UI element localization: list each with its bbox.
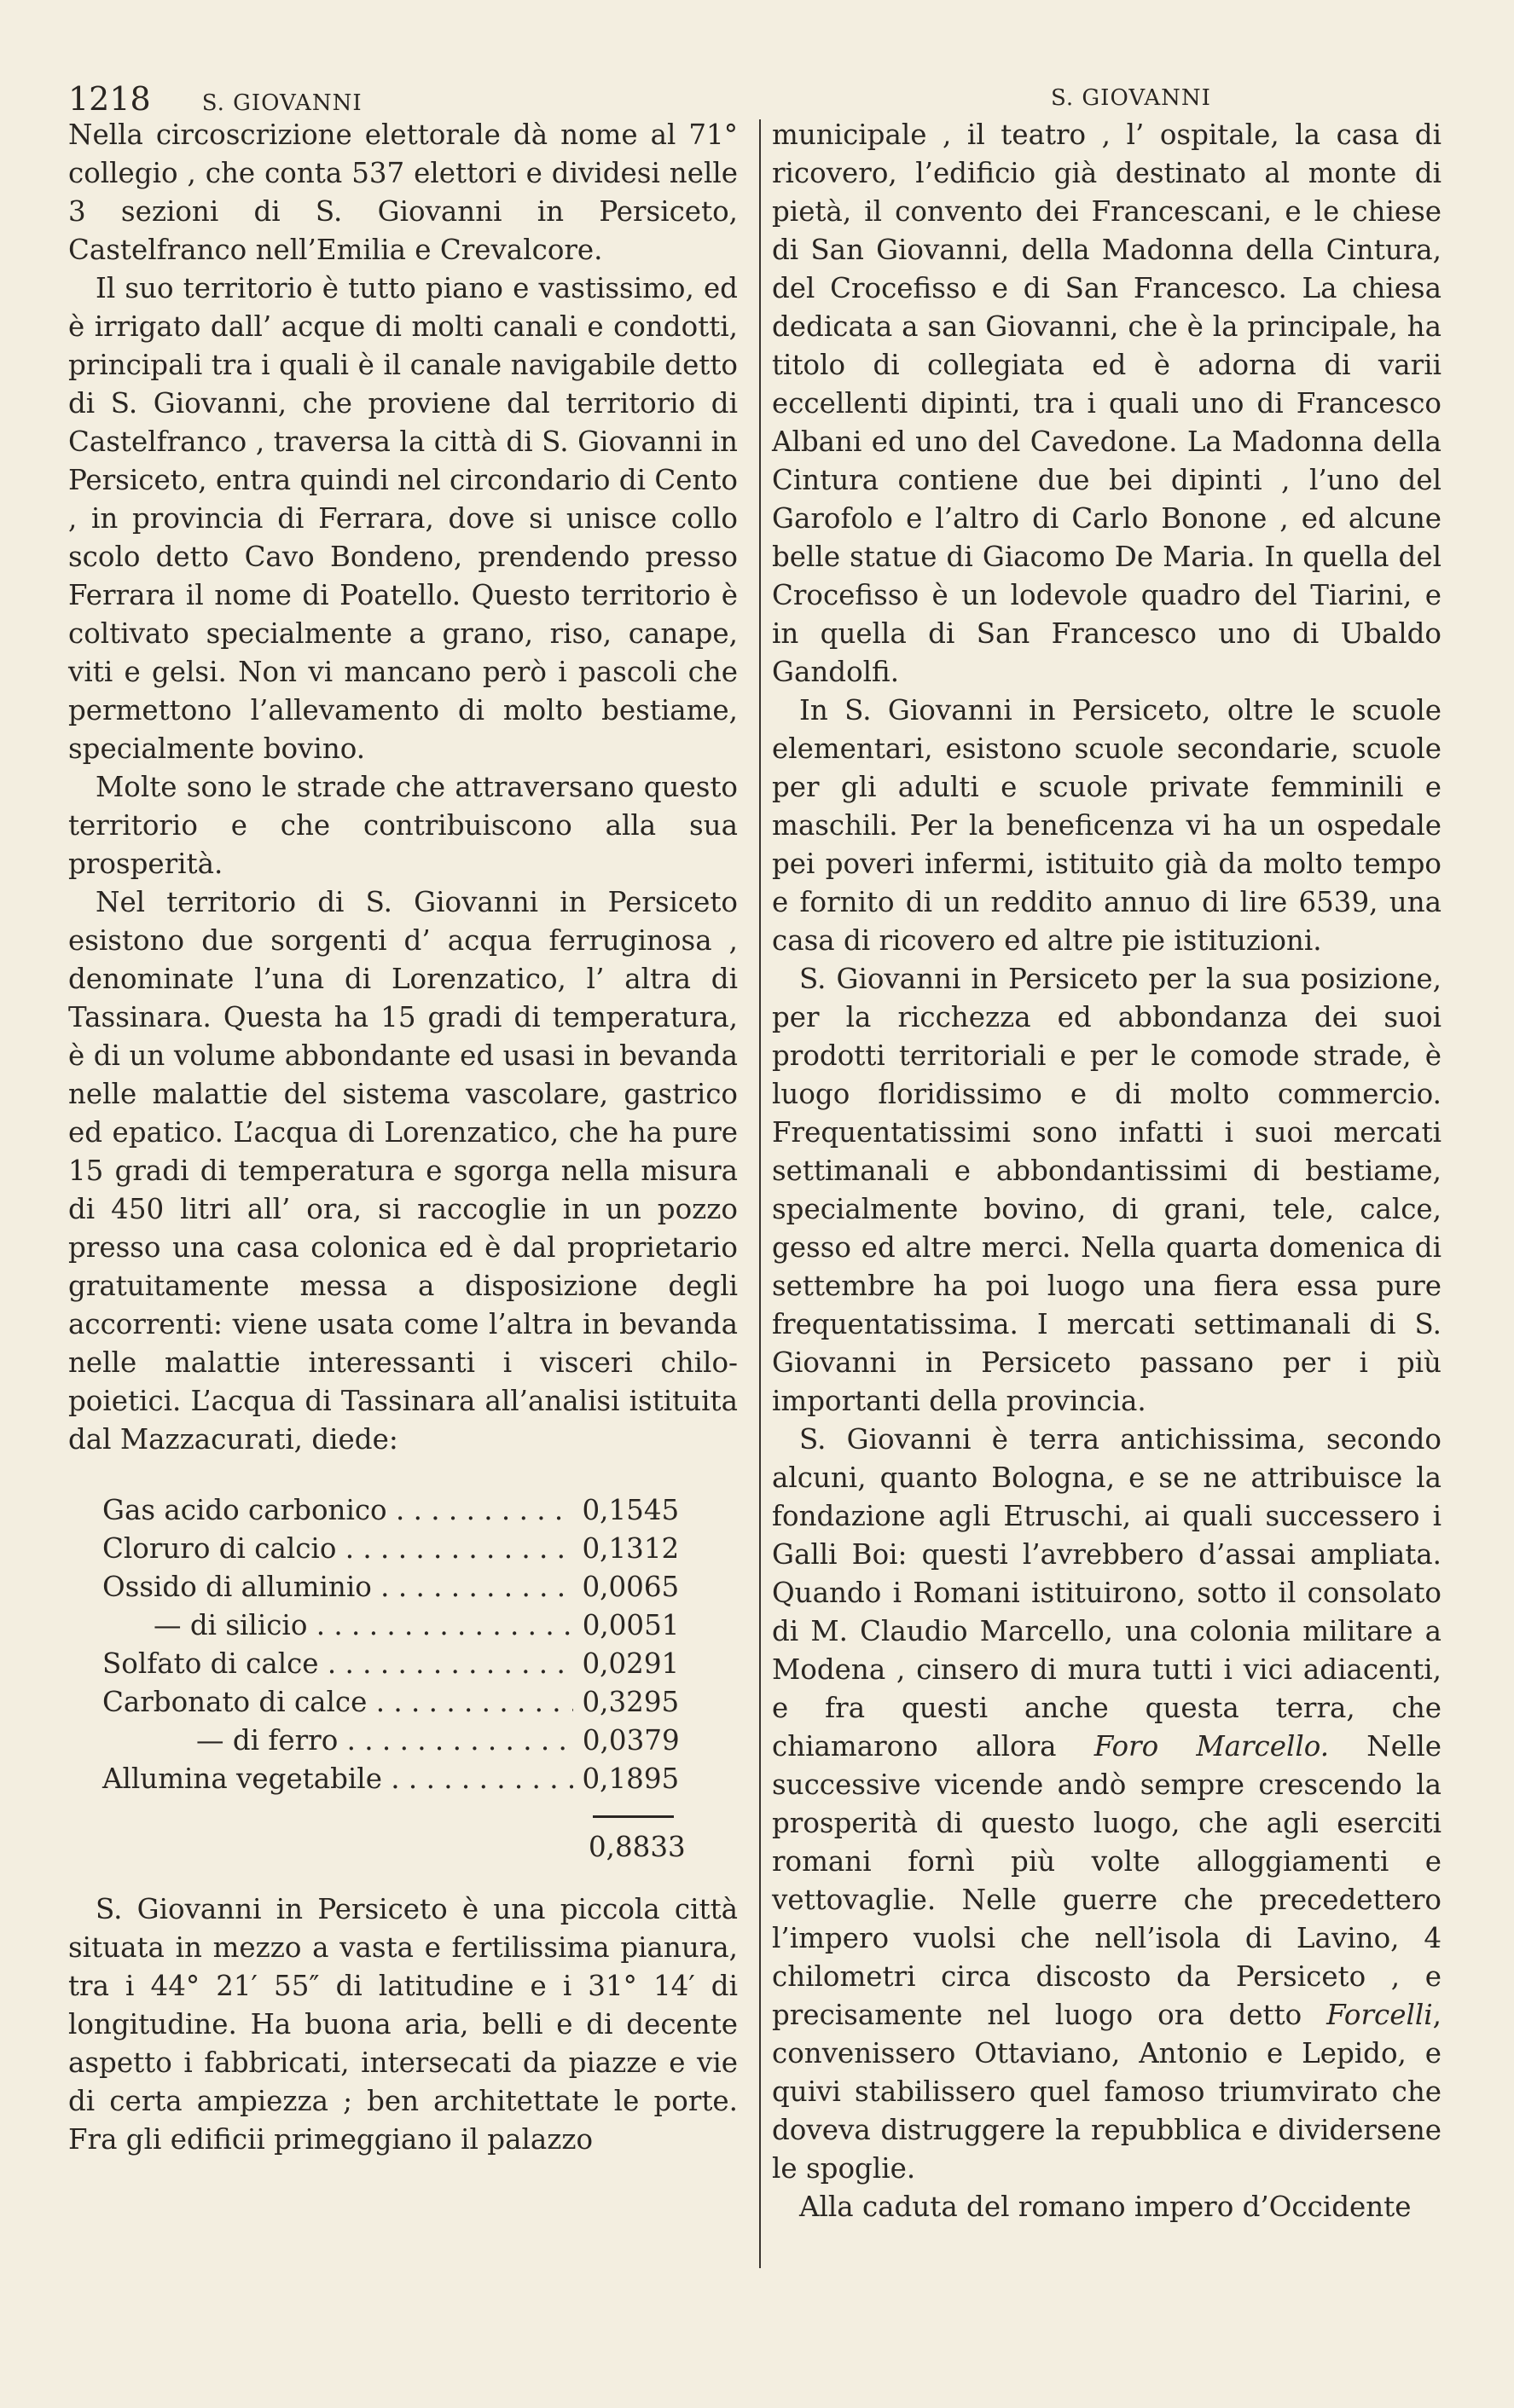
paragraph: In S. Giovanni in Persiceto, oltre le scuole elementari, esistono scuole secondarie, scuole per gli adulti e scuole private femminili e maschili. Per la beneficenza vi ha un ospedale pei poveri infermi, istituito già da molto tempo e fornito di un reddito annuo di lire 6539, una casa di ricovero ed altre pie istituzioni. (772, 694, 1441, 957)
analysis-label: — di silicio . . . (68, 1606, 574, 1645)
text-run: Nelle successive vicende andò sempre crescendo la prosperità di questo luogo, che agli eserciti romani fornì più volte alloggiamenti e vettovaglie. Nelle guerre che precedettero l’impero vuolsi che nell’isola di Lavino, 4 chilometri circa discosto da Persiceto , e precisamente nel luogo ora detto (772, 1730, 1441, 2031)
right-column (772, 116, 1441, 2226)
text-run: S. Giovanni è terra antichissima, secondo alcuni, quanto Bologna, e se ne attribuisce la fondazione agli Etruschi, ai quali successero i Galli Boi: questi l’avrebbero d’assai ampliata. Quando i Romani istituirono, sotto il consolato di M. Claudio Marcello, una colonia militare a Modena , cinsero di mura tutti i vici adiacenti, e fra questi anche questa terra, che chiamarono allora (772, 1423, 1441, 1763)
paragraph: Il suo territorio è tutto piano e vastissimo, ed è irrigato dall’ acque di molti canali e condotti, principali tra i quali è il canale navigabile detto di S. Giovanni, che proviene dal territorio di Castelfranco , traversa la città di S. Giovanni in Persiceto, entra quindi nel circondario di Cento , in provincia di Ferrara, dove si unisce collo scolo detto Cavo Bondeno, prendendo presso Ferrara il nome di Poatello. Questo territorio è coltivato specialmente a grano, riso, canape, viti e gelsi. Non vi mancano però i pascoli che permettono l’allevamento di molto bestiame, specialmente bovino. (68, 272, 738, 765)
sum-rule (593, 1815, 674, 1828)
analysis-value: 0,0051 (582, 1609, 680, 1641)
page-number: 1218 (68, 80, 151, 118)
analysis-label: Carbonato di calce . . . (68, 1683, 573, 1722)
analysis-value: 0,0379 (582, 1724, 680, 1757)
paragraph: S. Giovanni in Persiceto è una piccola città situata in mezzo a vasta e fertilissima pianura, tra i 44° 21′ 55″ di latitudine e i 31° 14′ di longitudine. Ha buona aria, belli e di decente aspetto i fabbricati, intersecati da piazze e vie di certa ampiezza ; ben architettate le porte. Fra gli edificii primeggiano il palazzo (68, 1893, 738, 2156)
analysis-label: Solfato di calce . . . (68, 1645, 573, 1683)
analysis-value: 0,0065 (582, 1571, 680, 1603)
analysis-label: Gas acido carbonico . . . (68, 1491, 573, 1530)
analysis-label: Cloruro di calcio . . . (68, 1530, 573, 1568)
table-row (68, 1568, 738, 1606)
table-row (68, 1491, 738, 1530)
table-row (68, 1683, 738, 1722)
running-head-right: S. GIOVANNI (1051, 85, 1211, 111)
analysis-value: 0,0291 (582, 1647, 680, 1680)
paragraph: S. Giovanni in Persiceto per la sua posizione, per la ricchezza ed abbondanza dei suoi prodotti territoriali e per le comode strade, è luogo floridissimo e di molto commercio. Frequentatissimi sono infatti i suoi mercati settimanali e abbondantissimi di bestiame, specialmente bovino, di grani, tele, calce, gesso ed altre merci. Nella quarta domenica di settembre ha poi luogo una fiera essa pure frequentatissima. I mercati settimanali di S. Giovanni in Persiceto passano per i più importanti della provincia. (772, 963, 1441, 1417)
water-analysis-table (68, 1491, 738, 1867)
paragraph: Nel territorio di S. Giovanni in Persiceto esistono due sorgenti d’ acqua ferruginosa , denominate l’una di Lorenzatico, l’ altra di Tassinara. Questa ha 15 gradi di temperatura, è di un volume abbondante ed usasi in bevanda nelle malattie del sistema vascolare, gastrico ed epatico. L’acqua di Lorenzatico, che ha pure 15 gradi di temperatura e sgorga nella misura di 450 litri all’ ora, si raccoglie in un pozzo presso una casa colonica ed è dal proprietario gratuitamente messa a disposizione degli accorrenti: viene usata come l’altra in bevanda nelle malattie interessanti i visceri chilo-poietici. L’acqua di Tassinara all’analisi istituita dal Mazzacurati, diede: (68, 886, 738, 1456)
paragraph: municipale , il teatro , l’ ospitale, la casa di ricovero, l’edificio già destinato al monte di pietà, il convento dei Francescani, e le chiese di San Giovanni, della Madonna della Cintura, del Crocefisso e di San Francesco. La chiesa dedicata a san Giovanni, che è la principale, ha titolo di collegiata ed è adorna di varii eccellenti dipinti, tra i quali uno di Francesco Albani ed uno del Cavedone. La Madonna della Cintura contiene due bei dipinti , l’uno del Garofolo e l’altro di Carlo Bonone , ed alcune belle statue di Giacomo De Maria. In quella del Crocefisso è un lodevole quadro del Tiarini, e in quella di San Francesco uno di Ubaldo Gandolfi. (772, 119, 1441, 688)
place-name: Forcelli (1326, 1999, 1433, 2031)
analysis-label: Ossido di alluminio . . . (68, 1568, 573, 1606)
text-run: , convenissero Ottaviano, Antonio e Lepido, e quivi stabilissero quel famoso triumvirato che doveva distruggere la repubblica e dividersene le spoglie. (772, 1999, 1441, 2185)
paragraph: Alla caduta del romano impero d’Occidente (799, 2191, 1412, 2223)
table-row (68, 1606, 738, 1645)
paragraph (772, 1421, 1441, 2188)
analysis-total: 0,8833 (589, 1831, 686, 1863)
left-column (68, 116, 738, 2159)
table-row (68, 1722, 738, 1760)
place-name: Foro Marcello. (1093, 1730, 1330, 1763)
table-row (68, 1760, 738, 1798)
analysis-label: Allumina vegetabile . . . (68, 1760, 573, 1798)
paragraph: Molte sono le strade che attraversano questo territorio e che contribuiscono alla sua prosperità. (68, 771, 738, 880)
analysis-label: — di ferro . . . (68, 1722, 574, 1760)
header-left (68, 80, 363, 118)
column-divider (759, 119, 761, 2268)
analysis-value: 0,1895 (582, 1763, 680, 1795)
analysis-value: 0,3295 (582, 1686, 680, 1718)
analysis-value: 0,1312 (582, 1532, 680, 1565)
table-row (68, 1645, 738, 1683)
table-row (68, 1530, 738, 1568)
analysis-value: 0,1545 (582, 1494, 680, 1526)
running-head-left: S. GIOVANNI (201, 90, 363, 116)
paragraph: Nella circoscrizione elettorale dà nome al 71° collegio , che conta 537 elettori e dividesi nelle 3 sezioni di S. Giovanni in Persiceto, Castelfranco nell’Emilia e Crevalcore. (68, 119, 738, 266)
